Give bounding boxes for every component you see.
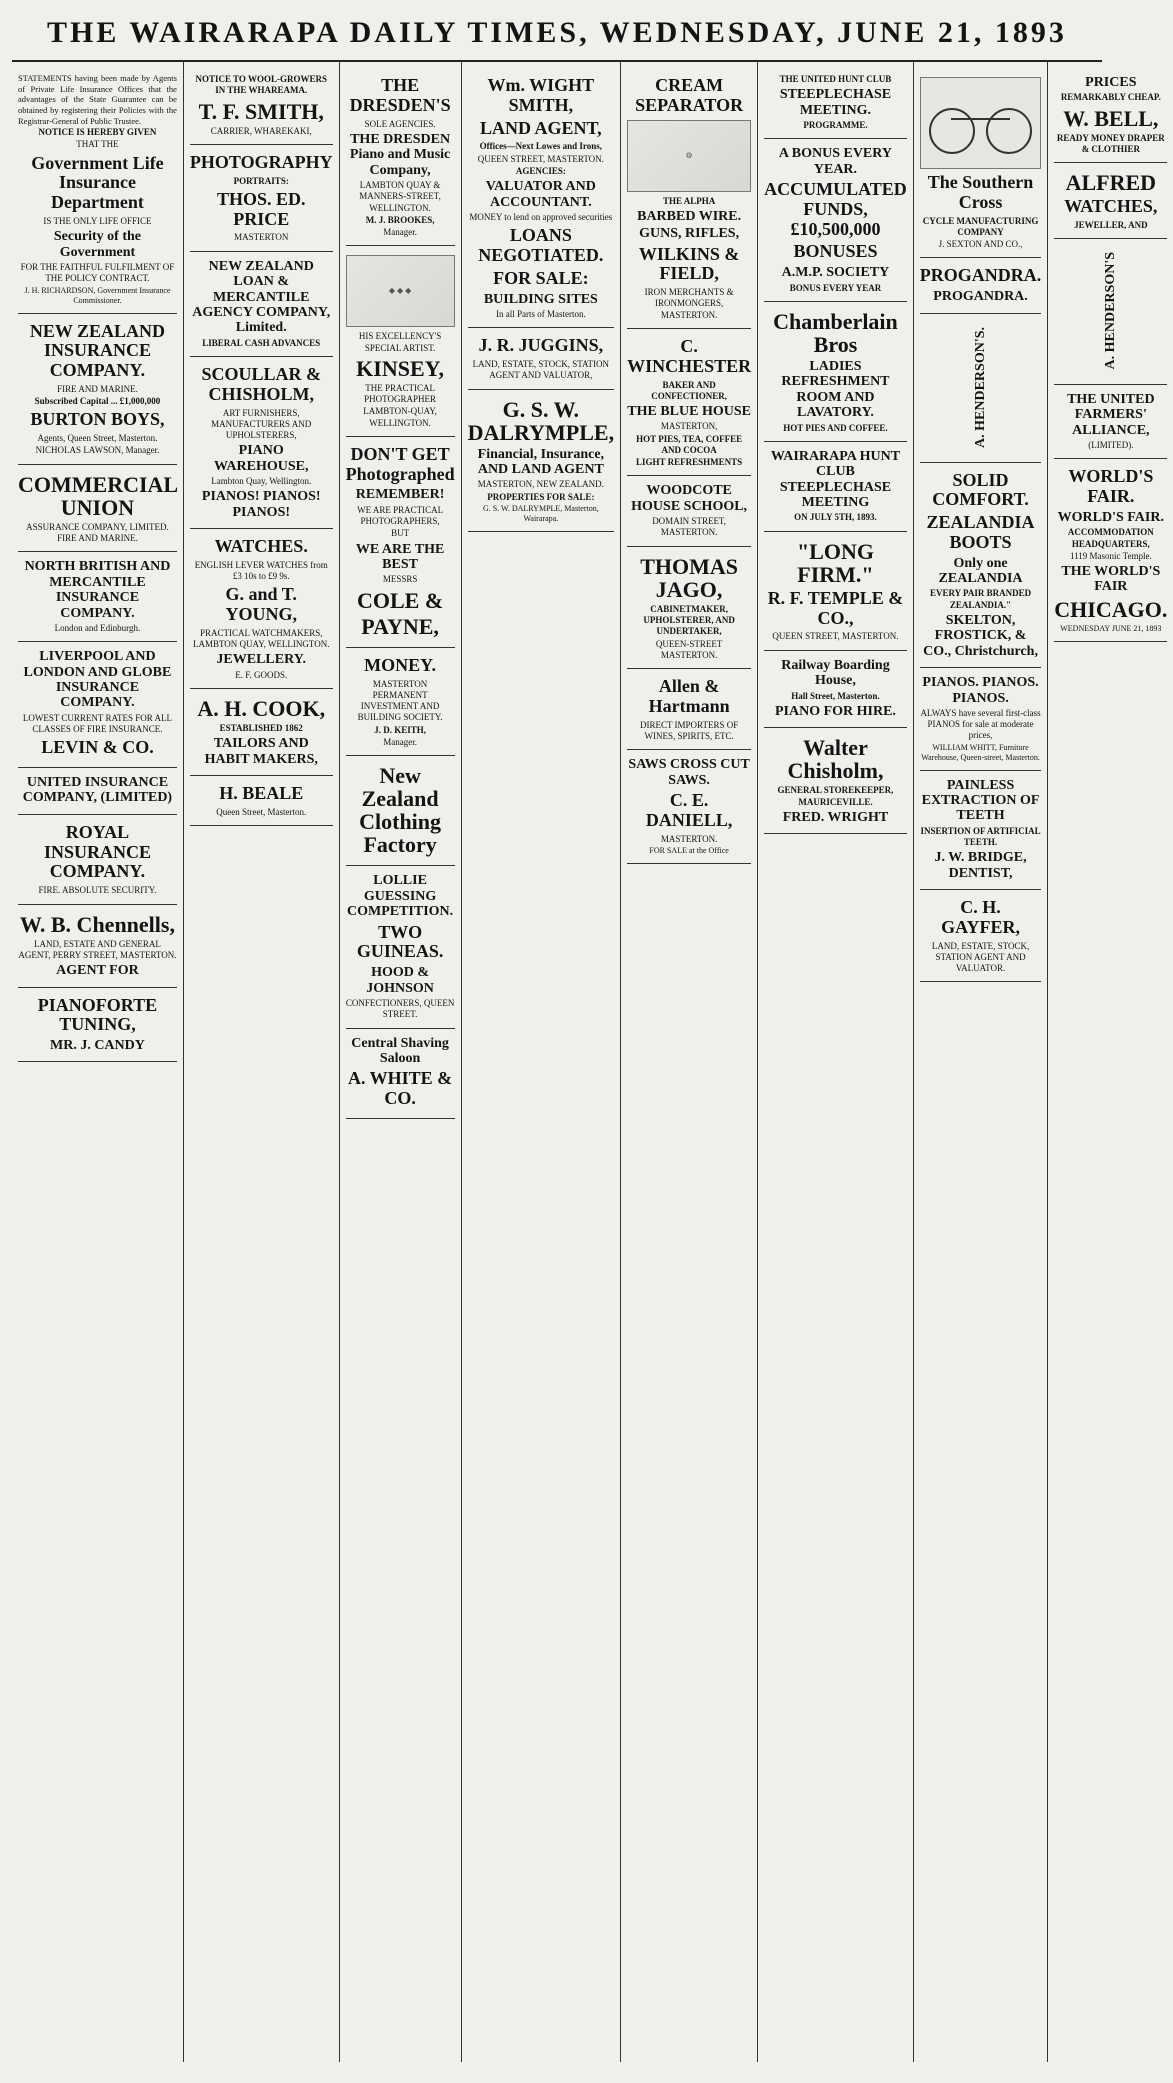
hunt-club-2: WAIRARAPA HUNT CLUB STEEPLECHASE MEETING: [770, 448, 901, 511]
bell-sub: READY MONEY DRAPER & CLOTHIER: [1056, 132, 1165, 154]
kinsey-sub: THE PRACTICAL PHOTOGRAPHER: [364, 382, 437, 405]
juggins-ad: [468, 328, 615, 389]
keith-sub: Manager.: [383, 736, 417, 747]
winchester-sub: BAKER AND CONFECTIONER,: [651, 379, 727, 401]
burton-boys: BURTON BOYS,: [30, 409, 165, 430]
farmers-alliance-sub: (LIMITED).: [1088, 440, 1134, 451]
for-sale-heading: FOR SALE:: [493, 267, 589, 288]
light-refresh: LIGHT REFRESHMENTS: [636, 457, 743, 468]
chennells-sub: LAND, ESTATE AND GENERAL AGENT, PERRY STREET, MASTERTON.: [18, 938, 177, 960]
zealandia-boots: ZEALANDIA BOOTS: [926, 512, 1035, 552]
saws-ad: [627, 750, 751, 864]
bonus-yearly: BONUS EVERY YEAR: [789, 282, 882, 293]
gayfer-name: C. H. GAYFER,: [941, 897, 1020, 937]
henderson-ad-2: [1054, 239, 1167, 384]
woodcote-sub: DOMAIN STREET, MASTERTON.: [652, 516, 727, 538]
nz-loan-title: NEW ZEALAND LOAN & MERCANTILE AGENCY COMPANY, Limited.: [192, 258, 331, 336]
watches-heading: WATCHES,: [1064, 196, 1158, 217]
progandra-heading: PROGANDRA.: [919, 265, 1042, 286]
wilkins-field-sub: IRON MERCHANTS & IRONMONGERS, MASTERTON.: [644, 287, 734, 320]
bicycle-wheel: [986, 108, 1032, 154]
worlds-fair-ad: [1054, 459, 1167, 642]
progandra-ad: [920, 258, 1042, 313]
dont-heading: DON'T GET Photographed: [345, 443, 455, 484]
worlds-fair-2: WORLD'S FAIR.: [1057, 509, 1164, 525]
beale-name: H. BEALE: [219, 783, 304, 804]
chamberlain-ad: [764, 302, 907, 442]
piano-tuning-title: PIANOFORTE TUNING,: [37, 994, 158, 1035]
hood-johnson-sub: CONFECTIONERS, QUEEN STREET.: [345, 998, 455, 1020]
daniell-name: C. E. DANIELL,: [645, 790, 733, 830]
dalrymple-signature: G. S. W. DALRYMPLE, Masterton, Wairarapa.: [482, 503, 599, 523]
united-insurance-title: UNITED INSURANCE COMPANY, (LIMITED): [22, 775, 173, 806]
column-7: [914, 62, 1049, 2062]
commercial-union-title: COMMERCIAL UNION: [18, 471, 179, 520]
hunt-club: THE UNITED HUNT CLUB: [779, 74, 892, 84]
separator-illustration: ⚙: [627, 120, 751, 192]
candy-name: MR. J. CANDY: [50, 1038, 145, 1054]
painless-extraction: PAINLESS EXTRACTION OF TEETH: [921, 777, 1040, 824]
remarkably-cheap: REMARKABLY CHEAP.: [1060, 92, 1161, 103]
gayfer-sub: LAND, ESTATE, STOCK, STATION AGENT AND VALUATOR.: [931, 940, 1030, 974]
wright-office: Offices—Next Lowes and Irons,: [479, 141, 603, 152]
henderson-vertical-2: A. HENDERSON'S: [1103, 252, 1119, 370]
cycle-company: CYCLE MANUFACTURING COMPANY: [922, 215, 1039, 237]
solid-comfort: SOLID COMFORT.: [932, 469, 1029, 510]
jago-location: QUEEN-STREET MASTERTON.: [655, 638, 723, 660]
long-firm: "LONG FIRM.": [796, 538, 874, 587]
worlds-fair-3: THE WORLD'S FAIR: [1061, 564, 1161, 595]
column-4: [462, 62, 622, 2062]
piano-hire: PIANO FOR HIRE.: [774, 703, 896, 719]
pianos-line: PIANOS! PIANOS! PIANOS!: [201, 489, 321, 520]
photography-ad: [190, 145, 333, 252]
north-british-ad: [18, 552, 177, 642]
kinsey-name: KINSEY,: [356, 355, 444, 381]
branded-zealandia: EVERY PAIR BRANDED ZEALANDIA.": [929, 588, 1032, 610]
saws-heading: SAWS CROSS CUT SAWS.: [628, 757, 750, 788]
railway-house-sub: Hall Street, Masterton.: [791, 690, 880, 701]
burton-boys-sub: Agents, Queen Street, Masterton.: [37, 433, 158, 444]
zealandia-ad: [920, 463, 1042, 669]
crest-illustration: ◆ ◆ ◆: [346, 255, 455, 327]
woodcote-name: WOODCOTE HOUSE SCHOOL,: [631, 483, 748, 514]
wright-name: Wm. WIGHT SMITH,: [487, 75, 595, 115]
two-guineas: TWO GUINEAS.: [356, 921, 444, 962]
only-one-zealandia: Only one ZEALANDIA: [938, 555, 1023, 587]
properties-heading: PROPERTIES FOR SALE:: [487, 491, 595, 502]
edprice-sub: MASTERTON: [234, 232, 289, 243]
daniell-sub: MASTERTON.: [660, 833, 718, 844]
bicycle-wheel: [929, 108, 975, 154]
chicago-heading: CHICAGO.: [1054, 596, 1168, 622]
farmers-alliance: THE UNITED FARMERS' ALLIANCE,: [1067, 391, 1155, 438]
north-british-sub: London and Edinburgh.: [54, 622, 141, 633]
govt-life-heading: Government Life Insurance Department: [31, 152, 164, 213]
building-sites-sub: In all Parts of Masterton.: [495, 308, 586, 319]
clothing-factory-ad: [346, 756, 455, 866]
lambton-quay: Lambton Quay, Wellington.: [211, 476, 312, 487]
united-insurance-ad: [18, 768, 177, 815]
messrs-line: MESSRS: [382, 574, 418, 585]
watches-title: WATCHES.: [214, 536, 308, 557]
masthead: THE WAIRARAPA DAILY TIMES, WEDNESDAY, JUNE 21, 1893: [12, 10, 1102, 62]
bicycle-frame: [951, 118, 1011, 120]
amp-society-ad: [764, 139, 907, 302]
chamberlain-name: Chamberlain Bros: [773, 308, 898, 357]
nz-insurance-title: NEW ZEALAND INSURANCE COMPANY.: [29, 320, 166, 381]
money-to-lend: MONEY to lend on approved securities: [469, 211, 613, 222]
watches-ad: [190, 529, 333, 689]
jago-ad: [627, 547, 751, 669]
hot-pies-coffee: HOT PIES AND COFFEE.: [783, 422, 888, 433]
scoullar-ad: [190, 357, 333, 529]
beale-ad: [190, 776, 333, 826]
cole-payne-ad: [346, 437, 455, 648]
accumulated-funds: ACCUMULATED FUNDS, £10,500,000: [764, 179, 907, 239]
column-8: [1048, 62, 1173, 2062]
dalrymple-ad: [468, 390, 615, 532]
column-6: [758, 62, 914, 2062]
levin-co: LEVIN & CO.: [41, 737, 154, 758]
dresden-location: LAMBTON QUAY & MANNERS-STREET, WELLINGTON.: [359, 180, 441, 213]
nz-insurance-ad: [18, 314, 177, 465]
notice-label: NOTICE IS HEREBY GIVEN: [38, 127, 157, 138]
woodcote-ad: [627, 476, 751, 546]
july-date: ON JULY 5TH, 1893.: [794, 512, 877, 523]
nicholas-lawson: NICHOLAS LAWSON, Manager.: [35, 445, 160, 456]
temple-sub: QUEEN STREET, MASTERTON.: [772, 631, 899, 642]
bell-draper-ad: [1054, 68, 1167, 163]
bonuses-heading: BONUSES: [793, 241, 878, 262]
jewellery: JEWELLERY.: [216, 652, 307, 668]
guns-rifles: GUNS, RIFLES,: [639, 226, 740, 242]
dalrymple-location: MASTERTON, NEW ZEALAND.: [477, 479, 604, 490]
commercial-union-sub: ASSURANCE COMPANY, LIMITED. FIRE AND MARINE.: [26, 521, 169, 544]
juggins-sub: LAND, ESTATE, STOCK, STATION AGENT AND VALUATOR,: [472, 359, 610, 381]
nz-loan-ad: [190, 252, 333, 357]
chisholm-sub: GENERAL STOREKEEPER, MAURICEVILLE.: [777, 785, 894, 807]
steeplechase-heading: STEEPLECHASE MEETING.: [779, 87, 892, 118]
pianos-row: PIANOS. PIANOS. PIANOS.: [922, 675, 1039, 706]
agent-for: AGENT FOR: [56, 963, 139, 979]
loans-heading: LOANS NEGOTIATED.: [478, 225, 604, 265]
liverpool-ad: [18, 642, 177, 768]
dresden-sub: SOLE AGENCIES.: [364, 118, 436, 129]
smith-sub: CARRIER, WHAREKAKI,: [210, 125, 312, 136]
lambton-quay-line: LAMBTON-QUAY, WELLINGTON.: [363, 406, 437, 428]
bell-name: W. BELL,: [1063, 105, 1159, 131]
pianos-whitt-ad: [920, 668, 1042, 771]
winchester-ad: [627, 329, 751, 476]
southern-cross-ad: [920, 68, 1042, 258]
but-line: BUT: [391, 528, 410, 539]
cook-name: A. H. COOK,: [197, 696, 326, 722]
lollies-ad: [346, 866, 455, 1028]
skelton-frostick: SKELTON, FROSTICK, & CO., Christchurch,: [923, 612, 1038, 659]
lollies-title: LOLLIE GUESSING COMPETITION.: [346, 873, 454, 920]
money-heading: MONEY.: [364, 654, 436, 675]
photography-title: PHOTOGRAPHY: [189, 151, 333, 172]
piano-warehouse: PIANO WAREHOUSE,: [213, 443, 309, 474]
scoullar-sub: ART FURNISHERS, MANUFACTURERS AND UPHOLSTERERS,: [211, 407, 312, 441]
henderson-ad: [920, 314, 1042, 463]
young-sub: PRACTICAL WATCHMAKERS, LAMBTON QUAY, WELLINGTON.: [192, 627, 330, 650]
bonus-every-year: A BONUS EVERY YEAR.: [778, 146, 892, 177]
cook-ad: [190, 689, 333, 776]
cheapest-line: WE ARE THE BEST: [355, 541, 445, 572]
dresden-title: THE DRESDEN'S: [349, 75, 451, 115]
prices-heading: PRICES: [1085, 75, 1137, 90]
young-name: G. and T. YOUNG,: [225, 584, 297, 625]
tailors: TAILORS AND HABIT MAKERS,: [204, 736, 318, 767]
commissioner-signature: J. H. RICHARDSON, Government Insurance Commissioner.: [24, 285, 171, 305]
fred-wright: FRED. WRIGHT: [782, 809, 889, 825]
brookes-name: M. J. BROOKES,: [365, 214, 435, 225]
amp-society: A.M.P. SOCIETY: [781, 265, 890, 281]
chisholm-name: Walter Chisholm,: [787, 735, 884, 784]
smith-name: T. F. SMITH,: [198, 98, 324, 124]
masterton-perm: MASTERTON PERMANENT INVESTMENT AND BUILDING SOCIETY.: [357, 678, 443, 723]
column-3: [340, 62, 462, 2062]
commercial-union-ad: [18, 465, 177, 553]
dalrymple-name: G. S. W. DALRYMPLE,: [467, 396, 615, 445]
railway-house-ad: [764, 651, 907, 728]
nz-capital: Subscribed Capital ... £1,000,000: [34, 396, 161, 407]
agencies-heading: AGENCIES:: [515, 165, 566, 176]
for-sale-office: FOR SALE at the Office: [649, 845, 729, 855]
dentist-ad: [920, 771, 1042, 890]
alfred-name: ALFRED: [1065, 170, 1157, 196]
column-grid: [12, 62, 1168, 2062]
central-saloon: Central Shaving Saloon: [351, 1035, 449, 1066]
alfred-watches-ad: [1054, 163, 1167, 239]
column-1: [12, 62, 184, 2062]
insurance-intro: STATEMENTS having been made by Agents of Private Life Insurance Offices that the advantages of the State Guarantee can be obtained by registering their Policies with the Registrar-General of Public Trustee.: [18, 73, 177, 126]
hot-pies: HOT PIES, TEA, COFFEE AND COCOA: [636, 433, 743, 455]
cook-established: ESTABLISHED 1862: [219, 723, 303, 734]
dresden-stores: THE DRESDEN Piano and Music Company,: [349, 131, 451, 178]
programme-heading: PROGRAMME.: [803, 120, 868, 131]
security-heading: Security of the Government: [53, 229, 141, 260]
clothing-factory-title: New Zealand Clothing Factory: [359, 763, 442, 858]
date-line: WEDNESDAY JUNE 21, 1893: [1060, 623, 1162, 633]
chennells-name: W. B. Chennells,: [19, 911, 175, 937]
juggins-name: J. R. JUGGINS,: [478, 335, 604, 356]
jago-name: THOMAS JAGO,: [640, 553, 738, 602]
blue-house: THE BLUE HOUSE: [627, 404, 751, 420]
jeweller-line: JEWELLER, AND: [1074, 220, 1148, 231]
shaving-saloon-ad: [346, 1029, 455, 1119]
southern-cross: The Southern Cross: [927, 172, 1034, 212]
slogan: FOR THE FAITHFUL FULFILMENT OF THE POLICY CONTRACT.: [20, 262, 175, 284]
scoullar-name: SCOULLAR & CHISHOLM,: [201, 363, 321, 404]
royal-insurance-ad: [18, 815, 177, 905]
kinsey-ad: [346, 246, 455, 437]
liverpool-title: LIVERPOOL AND LONDON AND GLOBE INSURANCE COMPANY.: [23, 649, 172, 711]
cream-separator-title: CREAM SEPARATOR: [635, 75, 744, 115]
goods-name: E. F. GOODS.: [235, 669, 288, 680]
wight-smith-ad: [468, 68, 615, 328]
ladies-room: LADIES REFRESHMENT ROOM AND LAVATORY.: [781, 359, 890, 421]
temple-name: R. F. TEMPLE & CO.,: [767, 587, 904, 628]
chisholm-ad: [764, 728, 907, 834]
gayfer-ad: [920, 890, 1042, 982]
keith-name: J. D. KEITH,: [374, 724, 426, 735]
only-life-line: IS THE ONLY LIFE OFFICE: [43, 216, 152, 227]
cream-separator-ad: [627, 68, 751, 329]
winchester-name: C. WINCHESTER: [627, 335, 752, 376]
allen-hartmann-ad: [627, 669, 751, 750]
dresden-ad: [346, 68, 455, 246]
henderson-vertical: A. HENDERSON'S.: [972, 326, 988, 448]
beale-sub: Queen Street, Masterton.: [216, 807, 307, 818]
whitt-name: WILLIAM WHITT, Furniture Warehouse, Queen-street, Masterton.: [921, 742, 1040, 762]
liberal-advances: LIBERAL CASH ADVANCES: [202, 337, 321, 348]
hood-johnson: HOOD & JOHNSON: [366, 965, 434, 996]
lowest-rates: LOWEST CURRENT RATES FOR ALL CLASSES OF FIRE INSURANCE.: [22, 712, 173, 735]
royal-insurance-title: ROYAL INSURANCE COMPANY.: [43, 821, 151, 882]
practical-line: WE ARE PRACTICAL PHOTOGRAPHERS,: [357, 504, 444, 527]
alpha-line: THE ALPHA: [662, 195, 716, 206]
nz-insurance-sub: FIRE AND MARINE.: [57, 383, 138, 394]
hunt-club-2-ad: [764, 442, 907, 532]
payne-name: PAYNE,: [361, 613, 439, 639]
progandra-heading-2: PROGANDRA.: [933, 289, 1028, 305]
allen-hartmann: Allen & Hartmann: [648, 676, 730, 716]
barbed-wire: BARBED WIRE.: [637, 208, 742, 224]
bridge-dentist: J. W. BRIDGE, DENTIST,: [934, 850, 1027, 881]
always-pianos: ALWAYS have several first-class PIANOS for sale at moderate prices,: [920, 707, 1041, 741]
jago-sub: CABINETMAKER, UPHOLSTERER, AND UNDERTAKER,: [643, 603, 735, 637]
worlds-fair-1: WORLD'S FAIR.: [1068, 466, 1154, 507]
railway-house: Railway Boarding House,: [781, 657, 890, 689]
white-co: A. WHITE & CO.: [347, 1068, 453, 1109]
sexton-name: J. SEXTON AND CO.,: [938, 239, 1023, 250]
masonic-temple: 1119 Masonic Temple.: [1069, 550, 1152, 561]
accommodation-hq: ACCOMMODATION HEADQUARTERS,: [1067, 527, 1154, 549]
building-sites: BUILDING SITES: [483, 291, 598, 307]
blue-house-loc: MASTERTON,: [660, 421, 718, 432]
importers: DIRECT IMPORTERS OF WINES, SPIRITS, ETC.: [639, 719, 739, 742]
artificial-teeth: INSERTION OF ARTIFICIAL TEETH.: [920, 825, 1041, 848]
bicycle-illustration: [920, 77, 1042, 169]
edprice-name: THOS. ED. PRICE: [216, 188, 306, 229]
cole-name: COLE &: [356, 587, 444, 613]
column-2: [184, 62, 340, 2062]
column-5: [621, 62, 758, 2062]
remember-heading: REMEMBER!: [355, 487, 445, 503]
farmers-alliance-ad: [1054, 385, 1167, 459]
valuator-heading: VALUATOR AND ACCOUNTANT.: [485, 179, 596, 210]
long-firm-ad: [764, 532, 907, 651]
royal-insurance-sub: FIRE. ABSOLUTE SECURITY.: [38, 885, 157, 896]
hunt-club-ad: [764, 68, 907, 139]
portraits-label: PORTRAITS:: [233, 175, 289, 186]
excellency-line: HIS EXCELLENCY'S SPECIAL ARTIST.: [358, 331, 442, 353]
brookes-sub: Manager.: [383, 227, 417, 238]
piano-tuning-ad: [18, 988, 177, 1063]
govt-insurance-ad: [18, 68, 177, 314]
north-british-title: NORTH BRITISH AND MERCANTILE INSURANCE COMPANY.: [24, 559, 171, 621]
dalrymple-sub: Financial, Insurance, AND LAND AGENT: [477, 446, 605, 478]
queen-street: QUEEN STREET, MASTERTON.: [477, 153, 604, 164]
money-ad: [346, 648, 455, 756]
wright-sub: LAND AGENT,: [480, 117, 602, 138]
that-label: THAT THE: [76, 139, 119, 150]
smith-carrier-ad: [190, 68, 333, 145]
woolgrowers-notice: NOTICE TO WOOL-GROWERS IN THE WHAREAMA.: [195, 74, 327, 96]
wilkins-field: WILKINS & FIELD,: [638, 243, 740, 284]
chennells-ad: [18, 905, 177, 988]
english-lever: ENGLISH LEVER WATCHES from £3 10s to £9 9s.: [194, 559, 328, 582]
